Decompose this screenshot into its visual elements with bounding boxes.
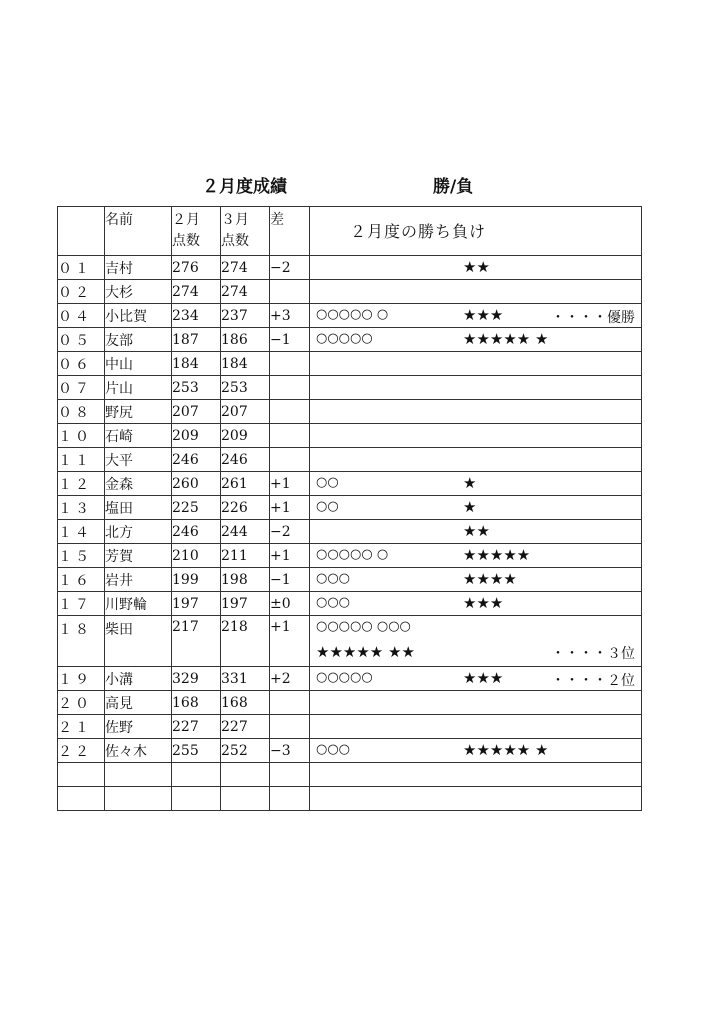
feb-score: 197 xyxy=(172,592,221,616)
win-circles: ○○○ xyxy=(316,595,351,610)
rank-note: ・・・・２位 xyxy=(551,673,635,689)
result-cell xyxy=(310,544,642,568)
score-diff xyxy=(270,448,310,472)
score-diff xyxy=(270,400,310,424)
row-number: ０８ xyxy=(58,400,105,424)
empty-row xyxy=(58,763,642,787)
score-diff xyxy=(270,424,310,448)
win-circles: ○○○ xyxy=(316,571,351,586)
mar-score: 226 xyxy=(221,496,270,520)
result-cell xyxy=(310,280,642,304)
mar-score: 197 xyxy=(221,592,270,616)
feb-score: 274 xyxy=(172,280,221,304)
loss-stars: ★★ xyxy=(463,522,490,540)
feb-score: 225 xyxy=(172,496,221,520)
feb-score: 246 xyxy=(172,520,221,544)
header-mar xyxy=(221,207,270,256)
win-loss-title: 勝/負 xyxy=(433,177,474,197)
win-circles: ○○ xyxy=(316,475,339,490)
row-number: ０１ xyxy=(58,256,105,280)
score-table xyxy=(57,206,642,811)
table-row xyxy=(58,739,642,763)
player-name: 吉村 xyxy=(105,256,172,280)
feb-score: 255 xyxy=(172,739,221,763)
header-no xyxy=(58,207,105,256)
score-diff: +2 xyxy=(270,667,310,691)
row-number: ２０ xyxy=(58,691,105,715)
row-number: １７ xyxy=(58,592,105,616)
table-row xyxy=(58,256,642,280)
score-diff: −1 xyxy=(270,328,310,352)
table-row xyxy=(58,544,642,568)
win-circles: ○○○○○ xyxy=(316,670,373,685)
score-diff: ±0 xyxy=(270,592,310,616)
table-row xyxy=(58,448,642,472)
win-circles: ○○○○○ xyxy=(316,331,373,346)
header-feb-line2: 点数 xyxy=(172,233,200,249)
rank-note: ・・・・優勝 xyxy=(551,310,635,326)
win-circles: ○○ xyxy=(316,499,339,514)
table-header-row xyxy=(58,207,642,256)
feb-score: 234 xyxy=(172,304,221,328)
loss-stars: ★★★★ xyxy=(463,570,517,588)
feb-score: 246 xyxy=(172,448,221,472)
result-cell xyxy=(310,739,642,763)
score-diff: +1 xyxy=(270,544,310,568)
win-circles: ○○○○○ ○○○ xyxy=(316,619,411,634)
feb-score: 260 xyxy=(172,472,221,496)
row-number: ０４ xyxy=(58,304,105,328)
result-cell xyxy=(310,568,642,592)
result-cell xyxy=(310,352,642,376)
result-cell xyxy=(310,496,642,520)
score-diff: +3 xyxy=(270,304,310,328)
score-diff xyxy=(270,691,310,715)
table-row xyxy=(58,568,642,592)
row-number: １２ xyxy=(58,472,105,496)
result-cell xyxy=(310,304,642,328)
result-cell xyxy=(310,520,642,544)
player-name: 中山 xyxy=(105,352,172,376)
row-number: ０６ xyxy=(58,352,105,376)
player-name: 大杉 xyxy=(105,280,172,304)
feb-score: 199 xyxy=(172,568,221,592)
score-diff: −3 xyxy=(270,739,310,763)
player-name: 小溝 xyxy=(105,667,172,691)
mar-score: 246 xyxy=(221,448,270,472)
result-cell xyxy=(310,667,642,691)
mar-score: 227 xyxy=(221,715,270,739)
table-row xyxy=(58,376,642,400)
table-row xyxy=(58,328,642,352)
player-name: 岩井 xyxy=(105,568,172,592)
mar-score: 198 xyxy=(221,568,270,592)
empty-cell xyxy=(270,763,310,787)
table-row xyxy=(58,280,642,304)
mar-score: 274 xyxy=(221,256,270,280)
empty-cell xyxy=(105,787,172,811)
result-cell xyxy=(310,691,642,715)
row-number: １９ xyxy=(58,667,105,691)
loss-stars: ★★★★★ ★ xyxy=(463,330,549,348)
player-name: 佐野 xyxy=(105,715,172,739)
row-number: ０７ xyxy=(58,376,105,400)
win-circles: ○○○○○ ○ xyxy=(316,547,389,562)
row-number: １０ xyxy=(58,424,105,448)
score-diff: +1 xyxy=(270,616,310,667)
row-number: １５ xyxy=(58,544,105,568)
empty-cell xyxy=(58,763,105,787)
table-row xyxy=(58,400,642,424)
mar-score: 211 xyxy=(221,544,270,568)
row-number: ２２ xyxy=(58,739,105,763)
header-mar-line1: ３月 xyxy=(221,212,249,228)
table-row xyxy=(58,616,642,667)
mar-score: 207 xyxy=(221,400,270,424)
header-feb-line1: ２月 xyxy=(172,212,200,228)
loss-stars: ★★★★★ xyxy=(463,546,531,564)
player-name: 川野輪 xyxy=(105,592,172,616)
empty-cell xyxy=(270,787,310,811)
player-name: 大平 xyxy=(105,448,172,472)
feb-score: 209 xyxy=(172,424,221,448)
player-name: 芳賀 xyxy=(105,544,172,568)
feb-score: 329 xyxy=(172,667,221,691)
header-result: ２月度の勝ち負け xyxy=(310,207,642,256)
mar-score: 244 xyxy=(221,520,270,544)
loss-stars: ★★★★★ ★ xyxy=(463,741,549,759)
mar-score: 253 xyxy=(221,376,270,400)
table-row xyxy=(58,520,642,544)
player-name: 友部 xyxy=(105,328,172,352)
result-cell xyxy=(310,448,642,472)
result-cell xyxy=(310,472,642,496)
loss-stars: ★ xyxy=(463,498,477,516)
empty-cell xyxy=(221,763,270,787)
score-diff: +1 xyxy=(270,496,310,520)
loss-stars: ★ xyxy=(463,474,477,492)
loss-stars: ★★★ xyxy=(463,669,504,687)
table-row xyxy=(58,304,642,328)
player-name: 北方 xyxy=(105,520,172,544)
table-row xyxy=(58,667,642,691)
player-name: 野尻 xyxy=(105,400,172,424)
loss-stars: ★★ xyxy=(463,258,490,276)
player-name: 高見 xyxy=(105,691,172,715)
row-number: ０２ xyxy=(58,280,105,304)
mar-score: 237 xyxy=(221,304,270,328)
player-name: 佐々木 xyxy=(105,739,172,763)
empty-cell xyxy=(58,787,105,811)
feb-score: 207 xyxy=(172,400,221,424)
row-number: ２１ xyxy=(58,715,105,739)
row-number: １１ xyxy=(58,448,105,472)
mar-score: 274 xyxy=(221,280,270,304)
header-name: 名前 xyxy=(105,207,172,256)
win-circles: ○○○ xyxy=(316,742,351,757)
score-diff xyxy=(270,715,310,739)
table-row xyxy=(58,496,642,520)
player-name: 柴田 xyxy=(105,616,172,667)
rank-note: ・・・・３位 xyxy=(551,646,635,662)
page-title: ２月度成績 xyxy=(202,177,287,197)
score-diff xyxy=(270,352,310,376)
result-cell xyxy=(310,400,642,424)
feb-score: 184 xyxy=(172,352,221,376)
mar-score: 168 xyxy=(221,691,270,715)
loss-stars: ★★★★★ ★★ xyxy=(316,643,415,661)
mar-score: 218 xyxy=(221,616,270,667)
table-row xyxy=(58,472,642,496)
empty-row xyxy=(58,787,642,811)
score-diff: −2 xyxy=(270,256,310,280)
feb-score: 276 xyxy=(172,256,221,280)
empty-cell xyxy=(105,763,172,787)
result-cell xyxy=(310,616,642,667)
score-diff: +1 xyxy=(270,472,310,496)
mar-score: 252 xyxy=(221,739,270,763)
player-name: 片山 xyxy=(105,376,172,400)
player-name: 塩田 xyxy=(105,496,172,520)
empty-cell xyxy=(172,763,221,787)
empty-cell xyxy=(172,787,221,811)
feb-score: 187 xyxy=(172,328,221,352)
feb-score: 168 xyxy=(172,691,221,715)
result-cell xyxy=(310,376,642,400)
mar-score: 209 xyxy=(221,424,270,448)
header-mar-line2: 点数 xyxy=(221,233,249,249)
empty-cell xyxy=(221,787,270,811)
player-name: 石崎 xyxy=(105,424,172,448)
empty-cell xyxy=(310,787,642,811)
header-diff: 差 xyxy=(270,207,310,256)
table-row xyxy=(58,592,642,616)
result-cell xyxy=(310,715,642,739)
score-diff: −1 xyxy=(270,568,310,592)
loss-stars: ★★★ xyxy=(463,594,504,612)
row-number: １３ xyxy=(58,496,105,520)
result-cell xyxy=(310,328,642,352)
result-cell xyxy=(310,256,642,280)
player-name: 小比賀 xyxy=(105,304,172,328)
table-row xyxy=(58,691,642,715)
empty-cell xyxy=(310,763,642,787)
player-name: 金森 xyxy=(105,472,172,496)
loss-stars: ★★★ xyxy=(463,306,504,324)
result-cell xyxy=(310,424,642,448)
mar-score: 261 xyxy=(221,472,270,496)
row-number: ０５ xyxy=(58,328,105,352)
feb-score: 217 xyxy=(172,616,221,667)
table-row xyxy=(58,715,642,739)
score-diff xyxy=(270,280,310,304)
result-cell xyxy=(310,592,642,616)
win-circles: ○○○○○ ○ xyxy=(316,307,389,322)
mar-score: 184 xyxy=(221,352,270,376)
mar-score: 331 xyxy=(221,667,270,691)
feb-score: 210 xyxy=(172,544,221,568)
table-row xyxy=(58,352,642,376)
row-number: １８ xyxy=(58,616,105,667)
score-diff: −2 xyxy=(270,520,310,544)
row-number: １４ xyxy=(58,520,105,544)
row-number: １６ xyxy=(58,568,105,592)
mar-score: 186 xyxy=(221,328,270,352)
table-row xyxy=(58,424,642,448)
score-diff xyxy=(270,376,310,400)
feb-score: 253 xyxy=(172,376,221,400)
header-feb xyxy=(172,207,221,256)
feb-score: 227 xyxy=(172,715,221,739)
